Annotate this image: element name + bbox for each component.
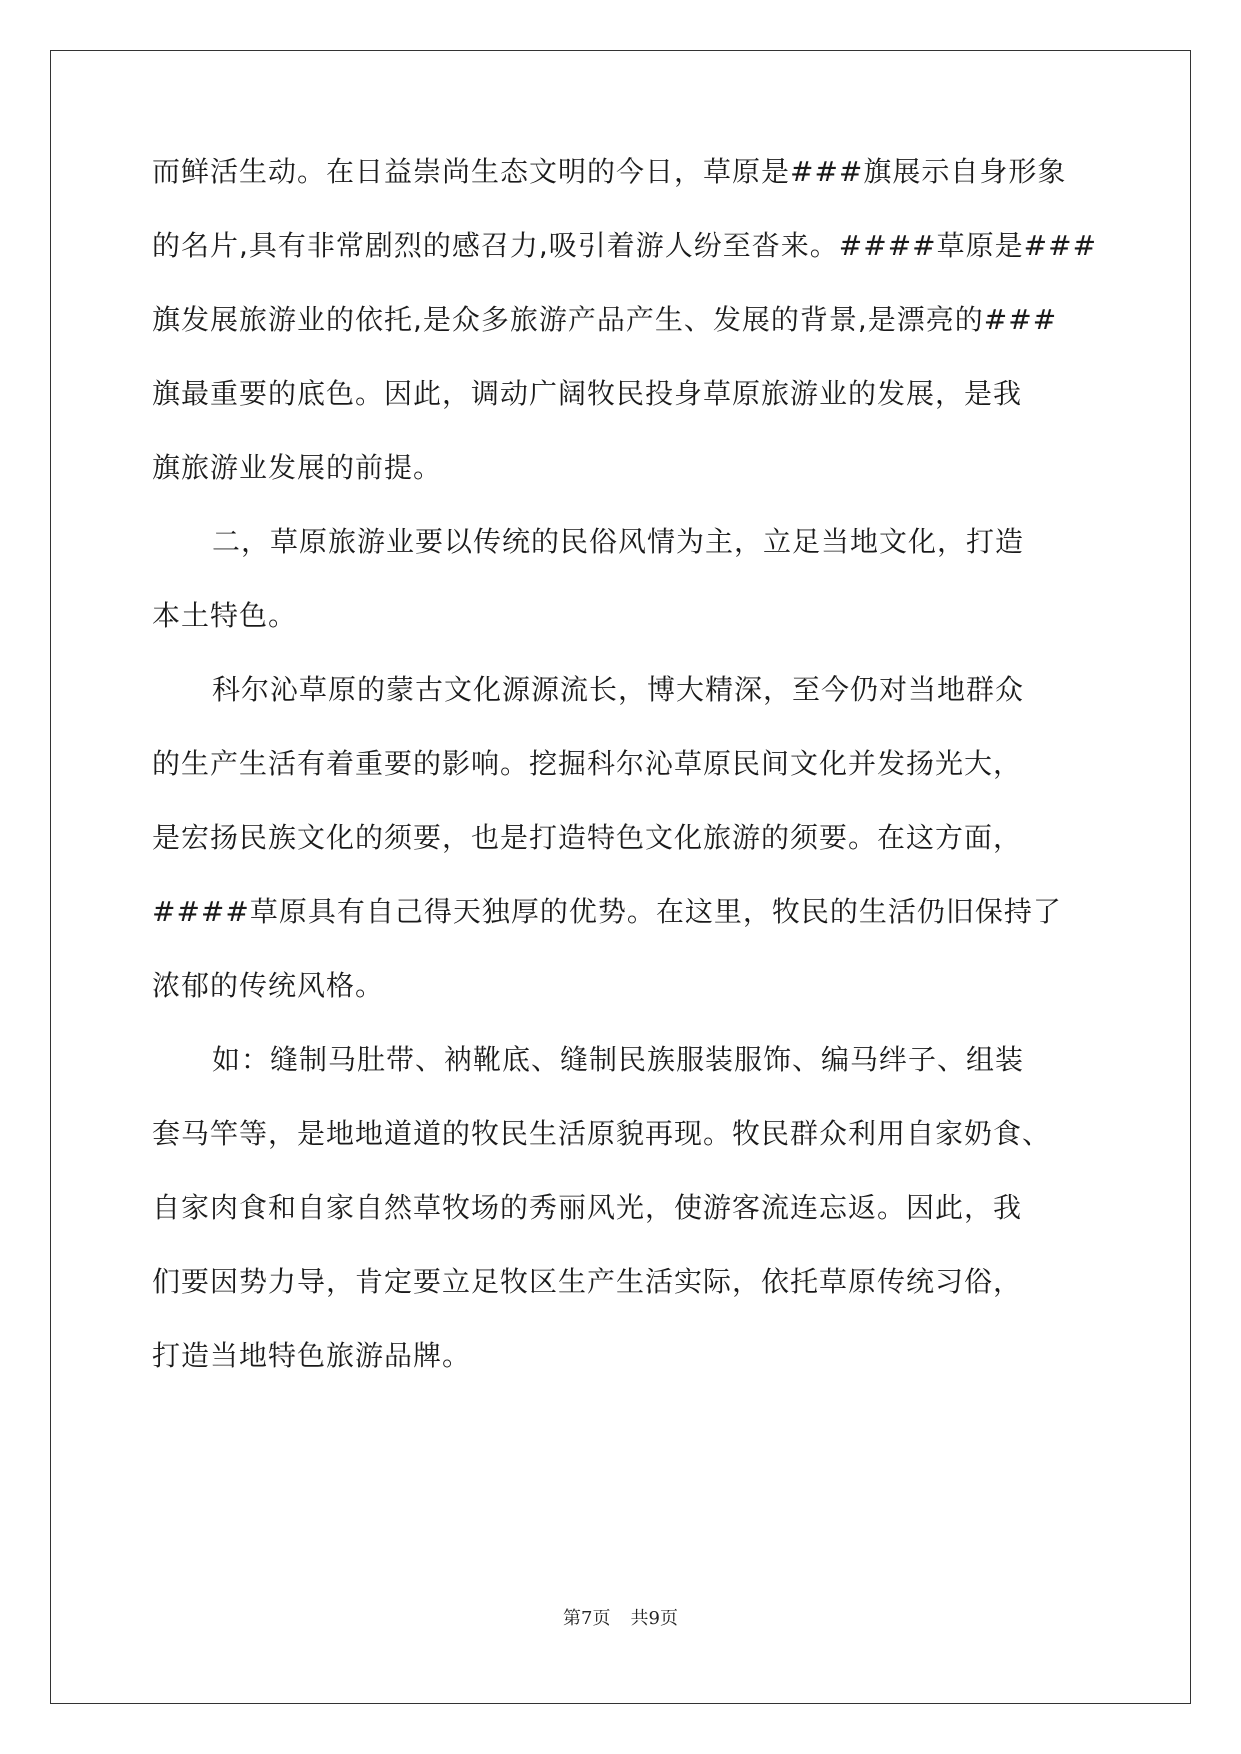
text-line: 是宏扬民族文化的须要，也是打造特色文化旅游的须要。在这方面， bbox=[152, 821, 1023, 854]
text-line: 二，草原旅游业要以传统的民俗风情为主，立足当地文化，打造 bbox=[212, 525, 1025, 558]
text-line: ####草原具有自己得天独厚的优势。在这里，牧民的生活仍旧保持了 bbox=[152, 895, 1062, 928]
text-line: 套马竿等，是地地道道的牧民生活原貌再现。牧民群众利用自家奶食、 bbox=[152, 1117, 1052, 1150]
text-line: 打造当地特色旅游品牌。 bbox=[152, 1339, 472, 1372]
text-line: 的生产生活有着重要的影响。挖掘科尔沁草原民间文化并发扬光大， bbox=[152, 747, 1023, 780]
text-line: 科尔沁草原的蒙古文化源源流长，博大精深，至今仍对当地群众 bbox=[212, 673, 1025, 706]
text-line: 旗最重要的底色。因此，调动广阔牧民投身草原旅游业的发展，是我 bbox=[152, 377, 1023, 410]
page-footer bbox=[0, 1607, 1241, 1631]
text-line: 如：缝制马肚带、衲靴底、缝制民族服装服饰、编马绊子、组装 bbox=[212, 1043, 1025, 1076]
text-line: 而鲜活生动。在日益崇尚生态文明的今日，草原是###旗展示自身形象 bbox=[152, 155, 1067, 188]
text-line: 自家肉食和自家自然草牧场的秀丽风光，使游客流连忘返。因此，我 bbox=[152, 1191, 1023, 1224]
text-line: 的名片,具有非常剧烈的感召力,吸引着游人纷至沓来。####草原是### bbox=[152, 229, 1098, 262]
text-line: 本土特色。 bbox=[152, 599, 298, 632]
text-line: 浓郁的传统风格。 bbox=[152, 969, 385, 1002]
page-total: 共9页 bbox=[630, 1608, 678, 1629]
page-number: 第7页 bbox=[563, 1608, 611, 1629]
text-line: 旗发展旅游业的依托,是众多旅游产品产生、发展的背景,是漂亮的### bbox=[152, 303, 1058, 336]
text-line: 旗旅游业发展的前提。 bbox=[152, 451, 443, 484]
page-border bbox=[50, 50, 1191, 1704]
text-line: 们要因势力导，肯定要立足牧区生产生活实际，依托草原传统习俗， bbox=[152, 1265, 1023, 1298]
